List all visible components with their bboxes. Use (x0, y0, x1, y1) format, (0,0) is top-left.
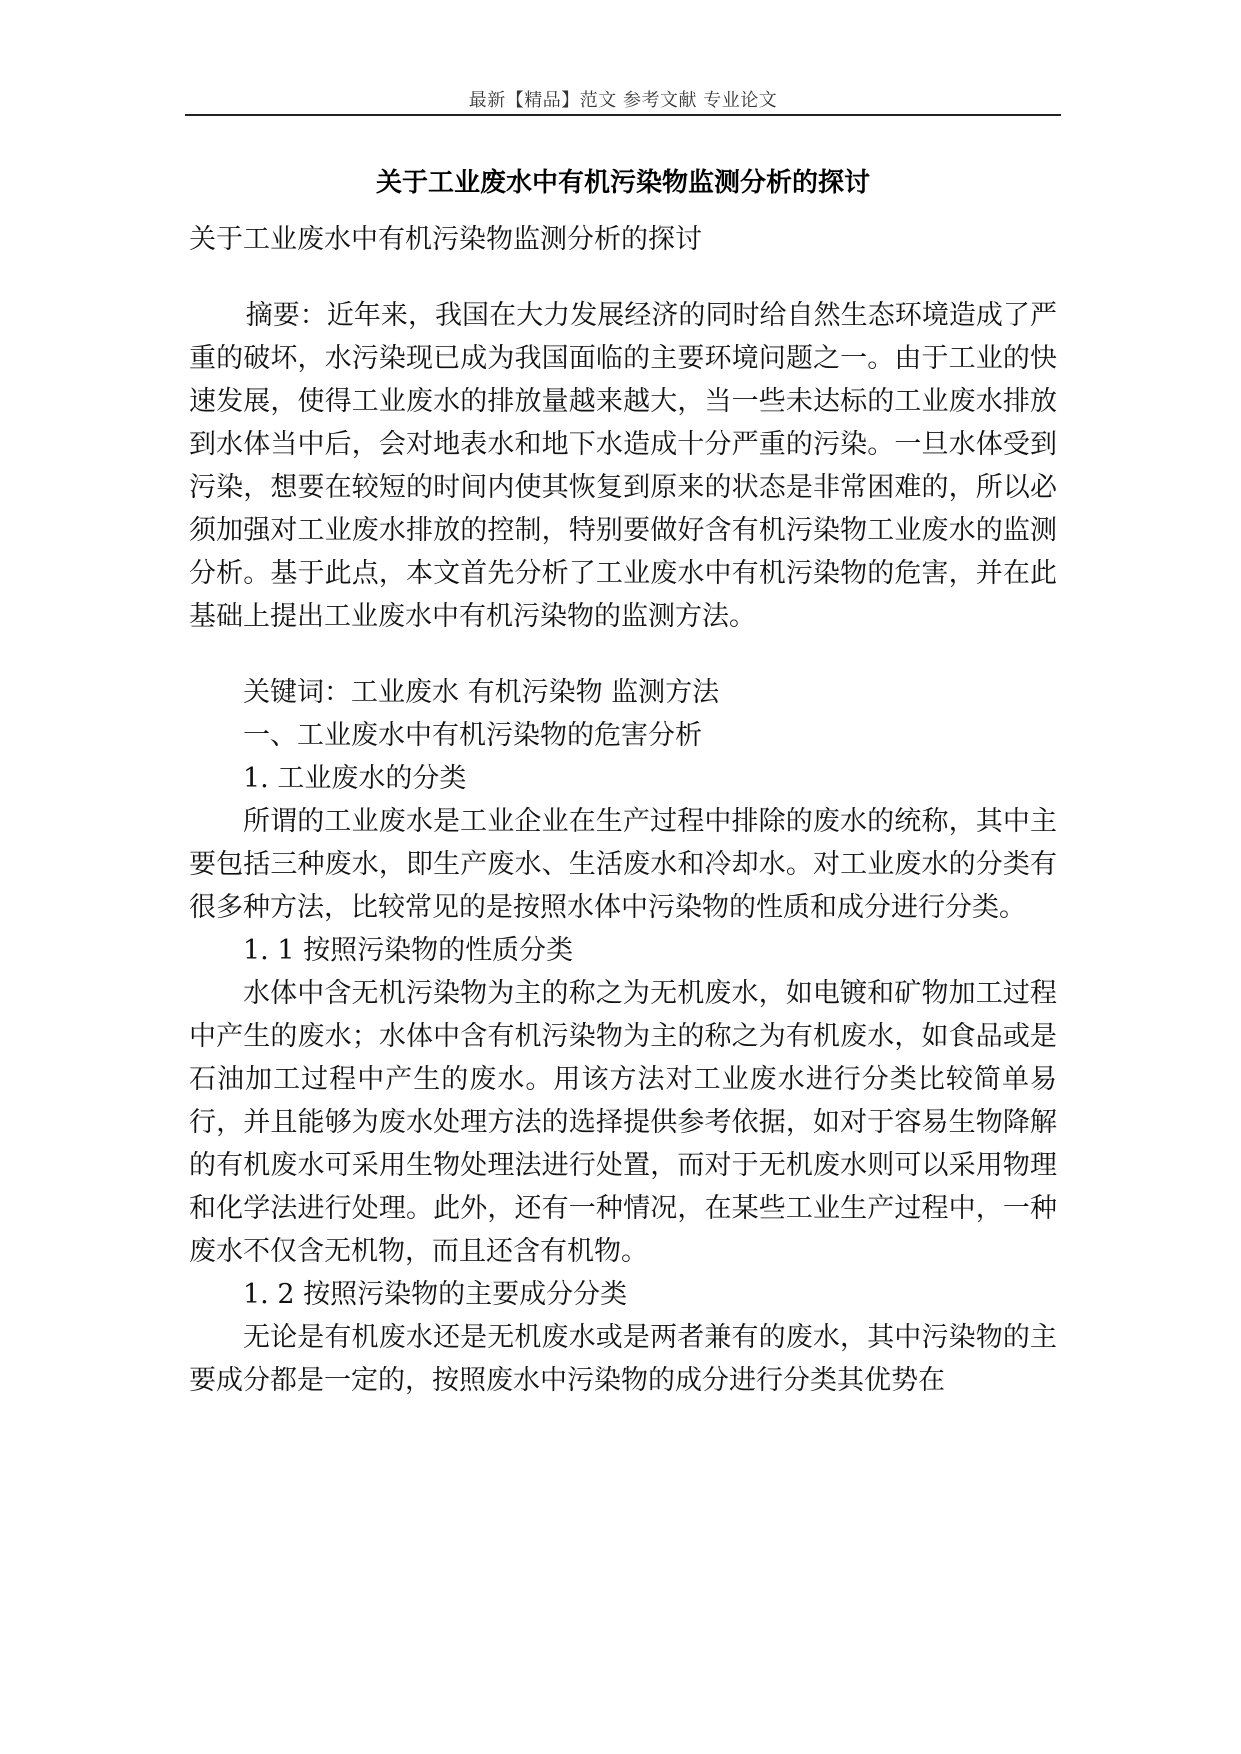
document-subtitle: 关于工业废水中有机污染物监测分析的探讨 (189, 224, 702, 255)
section-heading-1-1-2: 1. 2 按照污染物的主要成分分类 (243, 1279, 628, 1310)
keywords-line: 关键词：工业废水 有机污染物 监测方法 (243, 677, 720, 708)
page-header: 最新【精品】范文 参考文献 专业论文 (468, 90, 778, 111)
header-rule (185, 114, 1061, 116)
body-paragraph-1: 所谓的工业废水是工业企业在生产过程中排除的废水的统称，其中主要包括三种废水，即生产废水、生活废水和冷却水。对工业废水的分类有很多种方法，比较常见的是按照水体中污染物的性质和成分进行分类。 (189, 806, 1057, 923)
body-paragraph-2: 水体中含无机污染物为主的称之为无机废水，如电镀和矿物加工过程中产生的废水；水体中含有机污染物为主的称之为有机废水，如食品或是石油加工过程中产生的废水。用该方法对工业废水进行分类比较简单易行，并且能够为废水处理方法的选择提供参考依据，如对于容易生物降解的有机废水可采用生物处理法进行处置，而对于无机废水则可以采用物理和化学法进行处理。此外，还有一种情况，在某些工业生产过程中，一种废水不仅含无机物，而且还含有机物。 (189, 978, 1057, 1267)
abstract-paragraph: 摘要：近年来，我国在大力发展经济的同时给自然生态环境造成了严重的破坏，水污染现已成为我国面临的主要环境问题之一。由于工业的快速发展，使得工业废水的排放量越来越大，当一些未达标的工业废水排放到水体当中后，会对地表水和地下水造成十分严重的污染。一旦水体受到污染，想要在较短的时间内使其恢复到原来的状态是非常困难的，所以必须加强对工业废水排放的控制，特别要做好含有机污染物工业废水的监测分析。基于此点，本文首先分析了工业废水中有机污染物的危害，并在此基础上提出工业废水中有机污染物的监测方法。 (189, 300, 1057, 632)
section-heading-1-1-1: 1. 1 按照污染物的性质分类 (243, 935, 574, 966)
body-paragraph-3: 无论是有机废水还是无机废水或是两者兼有的废水，其中污染物的主要成分都是一定的，按照废水中污染物的成分进行分类其优势在 (189, 1322, 1057, 1396)
section-heading-1-1: 1. 工业废水的分类 (243, 763, 467, 794)
document-title: 关于工业废水中有机污染物监测分析的探讨 (375, 168, 870, 198)
section-heading-1: 一、工业废水中有机污染物的危害分析 (243, 720, 702, 751)
document-body (189, 218, 1057, 1402)
